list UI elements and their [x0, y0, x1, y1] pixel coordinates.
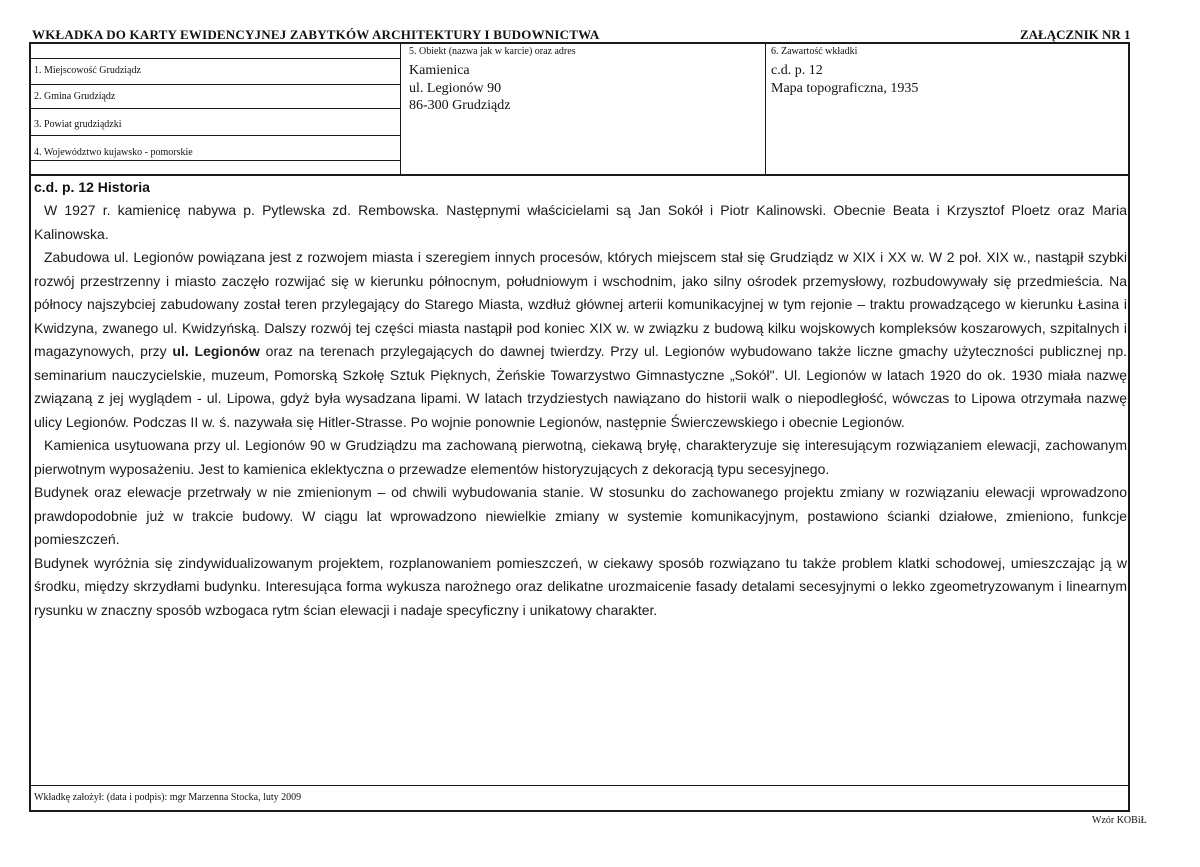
history-paragraph-4: Budynek oraz elewacje przetrwały w nie zmienionym – od chwili wybudowania stanie. W stosunku do zachowanego projektu zmiany w rozwiązaniu elewacji wprowadzono prawdopodobnie już w trakcie budowy. W ciągu lat wprowadzono niewielkie zmiany w systemie komunikacyjnym, postawiono ścianki działowe, zmieniono, funkcje pomieszczeń. [34, 484, 1127, 547]
history-paragraph-1: W 1927 r. kamienicę nabywa p. Pytlewska zd. Rembowska. Następnymi właścicielami są Jan Sokół i Piotr Kalinowski. Obecnie Beata i Krzysztof Ploetz oraz Maria Kalinowska. [34, 202, 1127, 242]
location-field-2: 2. Gmina Grudziądz [34, 91, 116, 102]
history-text [34, 199, 1127, 622]
divider-row-2 [29, 84, 401, 85]
history-paragraph-2-part-b: oraz na terenach przylegających do dawnej twierdzy. Przy ul. Legionów wybudowano także liczne gmachy użyteczności publicznej np. seminarium nauczycielskie, muzeum, Pomorską Szkołę Sztuk Pięknych, Żeńskie Towarzystwo Gimnastyczne „Sokół". Ul. Legionów w latach 1920 do ok. 1930 miała nazwę związaną z jej wyglądem - ul. Lipowa, gdyż była wysadzana lipami. W latach trzydziestych nawiązano do historii walk o niepodległość, wówczas to Lipowa otrzymała nazwę ulicy Legionów. Podczas II w. ś. nazywała się Hitler-Strasse. Po wojnie ponownie Legionów, następnie Świerczewskiego i obecnie Legionów. [34, 343, 1127, 430]
object-city: 86-300 Grudziądz [409, 98, 511, 113]
history-paragraph-3: Kamienica usytuowana przy ul. Legionów 90 w Grudziądzu ma zachowaną pierwotną, ciekawą bryłę, charakteryzuje się interesującym rozwiązaniem elewacji, zachowanym pierwotnym wyposażeniu. Jest to kamienica eklektyczna o przewadze elementów historyzujących z dekoracją typu secesyjnego. [34, 437, 1127, 477]
history-paragraph-5: Budynek wyróżnia się zindywidualizowanym projektem, rozplanowaniem pomieszczeń, w ciekawy sposób rozwiązano tu także problem klatki schodowej, umieszczając ją w środku, między skrzydłami budynku. Interesująca forma wykusza narożnego oraz delikatne urozmaicenie fasady detalami secesyjnymi o lekko zgeometryzowanym i linearnym rysunku w znaczny sposób wzbogaca rytm ścian elewacji i nadaje specyficzny i unikatowy charakter. [34, 554, 1127, 618]
divider-row-3 [29, 108, 401, 109]
object-street: ul. Legionów 90 [409, 81, 502, 96]
divider-row-1 [29, 58, 401, 59]
frame-left [29, 42, 31, 812]
history-paragraph-2-part-a: Zabudowa ul. Legionów powiązana jest z rozwojem miasta i szeregiem innych procesów, których miejscem stał się Grudziądz w XIX i XX w. W 2 poł. XIX w., nastąpił szybki rozwój przestrzenny i miasto zaczęło rozwijać się w kierunku północnym, południowym i wschodnim, jako silny ośrodek przemysłowy, rozbudowywały się przedmieścia. Na północy najszybciej zabudowany został teren przylegający do Starego Miasta, wzdłuż głównej arterii komunikacyjnej w tym rejonie – traktu prowadzącego w kierunku Łasina i Kwidzyna, zwanego ul. Kwidzyńską. Dalszy rozwój tej części miasta nastąpił pod koniec XIX w. w związku z budową kilku wojskowych kompleksów koszarowych, szpitalnych i magazynowych, przy [34, 249, 1127, 359]
location-field-1: 1. Miejscowość Grudziądz [34, 65, 141, 76]
form-title: WKŁADKA DO KARTY EWIDENCYJNEJ ZABYTKÓW ARCHITEKTURY I BUDOWNICTWA [32, 27, 600, 42]
location-field-3: 3. Powiat grudziądzki [34, 119, 122, 130]
contents-label: 6. Zawartość wkładki [771, 46, 858, 57]
location-field-4: 4. Województwo kujawsko - pomorskie [34, 147, 193, 158]
frame-top [29, 42, 1130, 44]
divider-footer [29, 785, 1130, 786]
divider-row-5 [29, 160, 401, 161]
contents-line-1: c.d. p. 12 [771, 63, 823, 78]
history-street-emphasis: ul. Legionów [172, 343, 260, 359]
frame-bottom [29, 810, 1130, 812]
template-mark: Wzór KOBiŁ [1092, 815, 1147, 826]
divider-row-4 [29, 135, 401, 136]
divider-top-section [29, 174, 1130, 176]
attachment-number: ZAŁĄCZNIK NR 1 [1020, 27, 1131, 42]
history-paragraph-2 [34, 246, 1127, 434]
object-name: Kamienica [409, 63, 470, 78]
contents-line-2: Mapa topograficzna, 1935 [771, 81, 919, 96]
author-signature-line: Wkładkę założył: (data i podpis): mgr Marzenna Stocka, luty 2009 [34, 792, 302, 803]
history-title: c.d. p. 12 Historia [34, 179, 150, 195]
frame-right [1128, 42, 1130, 812]
object-label: 5. Obiekt (nazwa jak w karcie) oraz adres [409, 46, 576, 57]
divider-col-2 [765, 43, 766, 174]
